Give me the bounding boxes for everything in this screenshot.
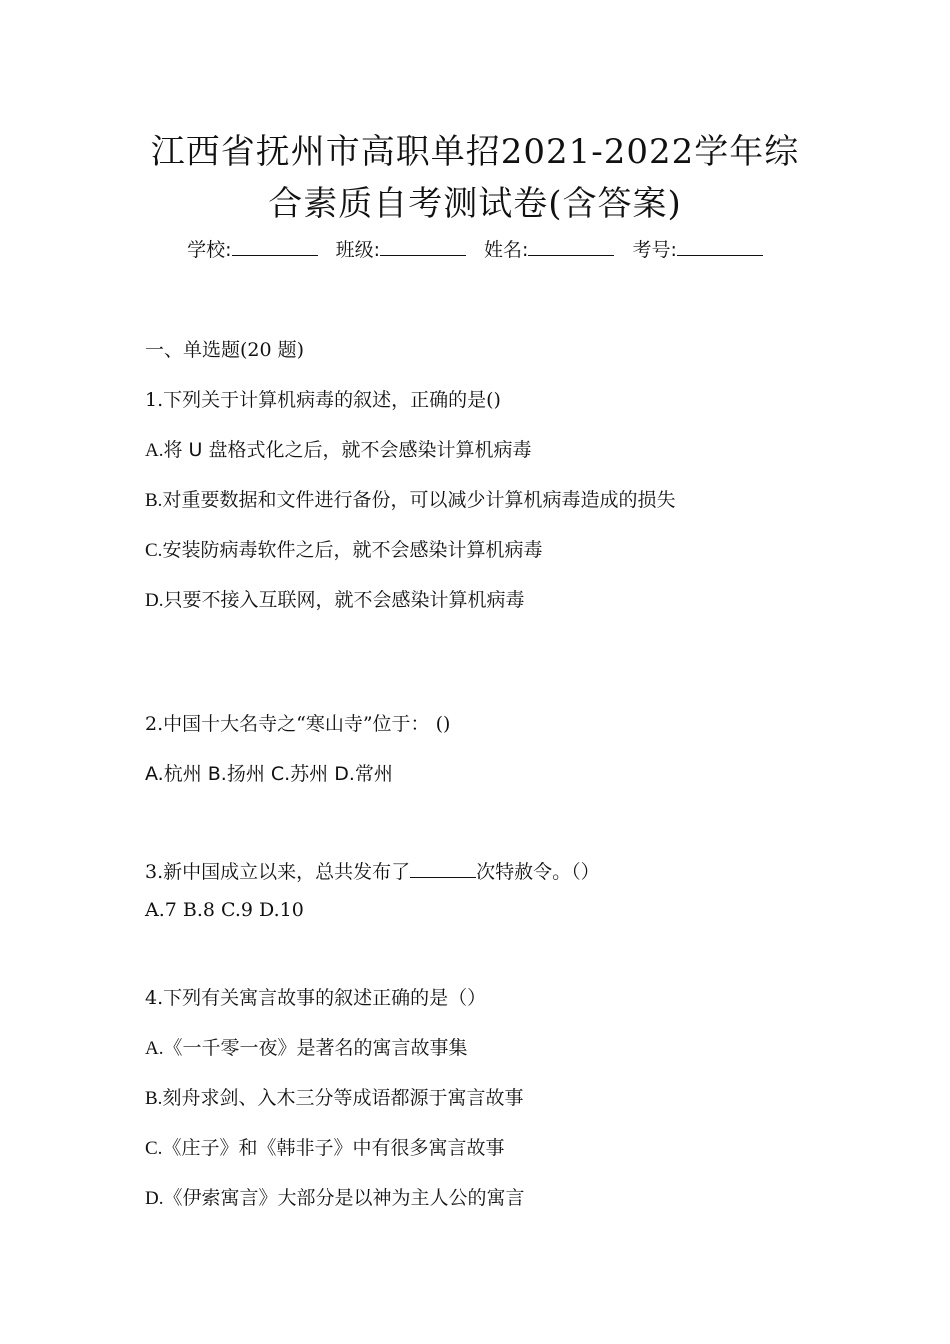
option-text: 刻舟求剑、入木三分等成语都源于寓言故事 — [162, 1087, 524, 1109]
option-text: 只要不接入互联网，就不会感染计算机病毒 — [163, 589, 525, 611]
option-key: B. — [145, 490, 163, 511]
question-1-option-c — [145, 536, 542, 565]
question-1-option-a — [145, 436, 531, 465]
question-4-option-c — [145, 1134, 504, 1163]
school-label: 学校: — [187, 239, 232, 261]
name-label: 姓名: — [484, 239, 529, 261]
option-key: B. — [145, 1088, 163, 1109]
question-3-options: A.7 B.8 C.9 D.10 — [145, 899, 304, 921]
class-blank[interactable] — [380, 239, 466, 256]
question-4-stem: 4.下列有关寓言故事的叙述正确的是（） — [145, 987, 487, 1009]
question-4-option-d — [145, 1184, 525, 1213]
exam-title-line-2: 合素质自考测试卷(含答案) — [268, 184, 682, 224]
option-key: C. — [145, 540, 163, 561]
question-4-option-b — [145, 1084, 523, 1113]
exam-number-blank[interactable] — [677, 239, 763, 256]
question-3-stem-start: 3.新中国成立以来，总共发布了 — [145, 861, 411, 883]
exam-number-label: 考号: — [632, 239, 677, 261]
question-2-stem: 2.中国十大名寺之“寒山寺”位于： () — [145, 713, 451, 735]
option-key: D. — [145, 590, 164, 611]
option-text: 对重要数据和文件进行备份，可以减少计算机病毒造成的损失 — [162, 489, 676, 511]
option-text: 《伊索寓言》大部分是以神为主人公的寓言 — [163, 1187, 525, 1209]
school-field — [187, 239, 317, 261]
option-text: 《庄子》和《韩非子》中有很多寓言故事 — [162, 1137, 505, 1159]
option-key: A. — [145, 1038, 164, 1059]
class-label: 班级: — [335, 239, 380, 261]
question-1-option-b — [145, 486, 675, 515]
school-blank[interactable] — [232, 239, 318, 256]
question-1-stem: 1.下列关于计算机病毒的叙述，正确的是() — [145, 389, 501, 411]
name-blank[interactable] — [528, 239, 614, 256]
option-key: A. — [145, 440, 164, 461]
student-info-row — [0, 236, 950, 264]
option-text: 《一千零一夜》是著名的寓言故事集 — [163, 1037, 468, 1059]
question-3-stem-end: 次特赦令。（） — [476, 861, 600, 883]
option-key: C. — [145, 1138, 163, 1159]
class-field — [336, 239, 466, 261]
option-text: 安装防病毒软件之后，就不会感染计算机病毒 — [162, 539, 543, 561]
exam-title-line-1: 江西省抚州市高职单招2021-2022学年综 — [150, 132, 800, 172]
question-1-option-d — [145, 586, 525, 615]
option-key: D. — [145, 1188, 164, 1209]
exam-number-field — [632, 239, 762, 261]
question-3-answer-blank[interactable] — [410, 861, 476, 878]
section-heading: 一、单选题(20 题) — [145, 339, 305, 361]
question-3-stem — [145, 858, 600, 886]
name-field — [484, 239, 614, 261]
question-4-option-a — [145, 1034, 468, 1063]
option-text: 将 U 盘格式化之后，就不会感染计算机病毒 — [163, 439, 532, 461]
question-2-options: A.杭州 B.扬州 C.苏州 D.常州 — [145, 763, 393, 785]
